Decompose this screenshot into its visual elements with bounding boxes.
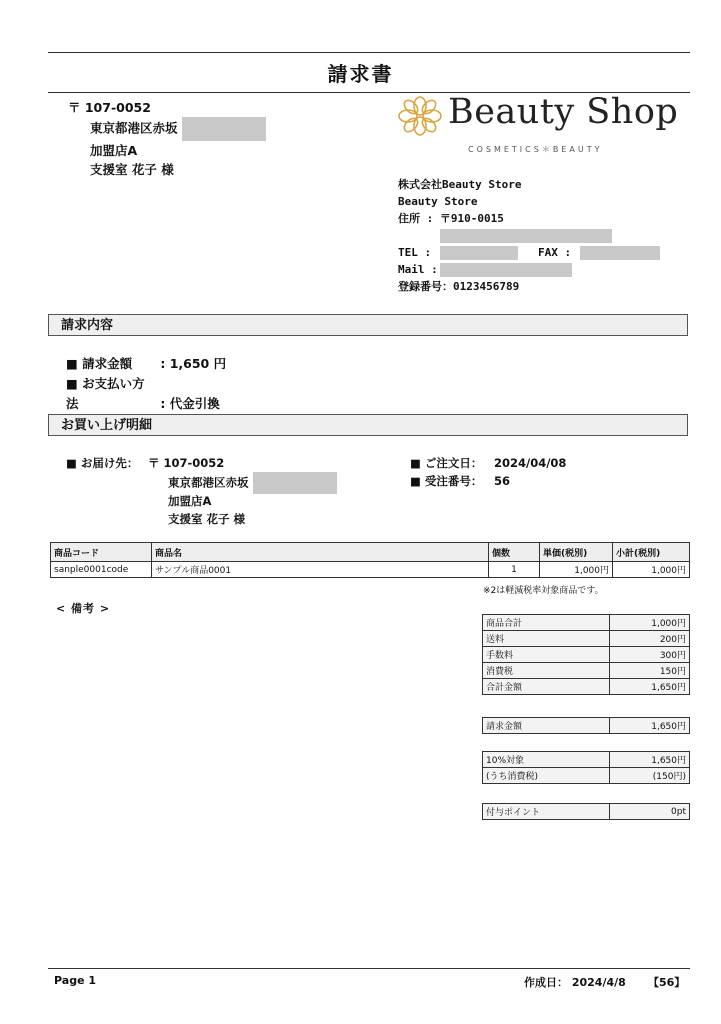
tel-label: TEL : <box>398 246 432 259</box>
col-header-unit-price: 単価(税別) <box>540 543 613 562</box>
company-name: 株式会社Beauty Store <box>398 178 522 191</box>
remarks-label: < 備考 > <box>56 602 111 615</box>
summary-key: 商品合計 <box>483 615 610 631</box>
cell-qty: 1 <box>489 562 540 578</box>
summary-billing-table <box>482 717 690 734</box>
shipping-line1-text: 東京都港区赤坂 <box>168 475 249 490</box>
billing-amount-row <box>66 354 226 374</box>
top-rule <box>48 52 690 53</box>
table-row <box>483 679 690 695</box>
table-row <box>483 718 690 734</box>
fax-label: FAX : <box>538 246 572 259</box>
company-tel-fax <box>398 244 572 261</box>
redacted-block <box>440 229 612 243</box>
items-table <box>50 542 690 578</box>
cell-name: サンプル商品0001 <box>152 562 489 578</box>
redacted-block <box>580 246 660 260</box>
table-row <box>483 804 690 820</box>
summary-key: 請求金額 <box>483 718 610 734</box>
shipping-line1 <box>168 472 337 494</box>
table-row <box>483 647 690 663</box>
redacted-block <box>253 472 337 494</box>
col-header-qty: 個数 <box>489 543 540 562</box>
order-date-label: ■ ご注文日： <box>410 456 483 470</box>
brand-tagline: COSMETICS＊BEAUTY <box>468 145 603 154</box>
summary-value: (150円) <box>610 768 690 784</box>
redacted-block <box>182 117 266 141</box>
table-row <box>51 562 690 578</box>
page-number: Page 1 <box>54 974 97 987</box>
recipient-line1 <box>68 117 266 141</box>
summary-totals-table <box>482 614 690 695</box>
table-row <box>483 631 690 647</box>
recipient-line3: 支援室 花子 様 <box>90 162 174 177</box>
brand-logo <box>398 94 688 158</box>
shipping-line2: 加盟店A <box>168 494 212 508</box>
payment-method-label: ■ お支払い方法 <box>66 376 145 411</box>
payment-method-value: : 代金引換 <box>160 396 220 411</box>
flower-logo-icon <box>398 96 442 136</box>
shipping-label: ■ お届け先： <box>66 456 139 470</box>
recipient-postal: 〒 107-0052 <box>68 100 151 115</box>
purchase-section-header: お買い上げ明細 <box>48 414 688 436</box>
items-header-row <box>51 543 690 562</box>
summary-value: 200円 <box>610 631 690 647</box>
col-header-code: 商品コード <box>51 543 152 562</box>
summary-points-table <box>482 803 690 820</box>
recipient-line2: 加盟店A <box>90 143 138 158</box>
order-number-row <box>410 472 566 490</box>
order-date-row <box>410 454 566 472</box>
summary-key: 付与ポイント <box>483 804 610 820</box>
payment-method-row <box>66 374 226 414</box>
company-mail <box>398 261 521 278</box>
summary-key: 消費税 <box>483 663 610 679</box>
summary-value: 0pt <box>610 804 690 820</box>
reduced-tax-note: ※2は軽減税率対象商品です。 <box>483 586 604 596</box>
summary-value: 1,650円 <box>610 679 690 695</box>
summary-key: 合計金額 <box>483 679 610 695</box>
order-info <box>410 454 566 490</box>
order-number-label: ■ 受注番号： <box>410 474 483 488</box>
company-address: 住所 : 〒910-0015 <box>398 212 504 225</box>
col-header-subtotal: 小計(税別) <box>613 543 690 562</box>
summary-key: (うち消費税) <box>483 768 610 784</box>
order-date-value: 2024/04/08 <box>494 456 567 470</box>
billing-amount-label: ■ 請求金額 <box>66 356 133 371</box>
summary-value: 300円 <box>610 647 690 663</box>
redacted-block <box>440 246 518 260</box>
recipient-line1-text: 東京都港区赤坂 <box>90 120 178 136</box>
table-row <box>483 768 690 784</box>
table-row <box>483 615 690 631</box>
table-row <box>483 752 690 768</box>
created-date: 作成日： 2024/4/8 <box>524 976 626 989</box>
company-address-line <box>398 227 521 244</box>
company-info <box>398 176 572 295</box>
company-shop: Beauty Store <box>398 195 478 208</box>
mail-label: Mail : <box>398 263 438 276</box>
summary-value: 1,000円 <box>610 615 690 631</box>
shipping-line3: 支援室 花子 様 <box>168 512 246 526</box>
order-reference: 【56】 <box>648 976 686 989</box>
cell-unit-price: 1,000円 <box>540 562 613 578</box>
footer-rule <box>48 968 690 969</box>
brand-name: Beauty Shop <box>448 92 679 132</box>
summary-key: 手数料 <box>483 647 610 663</box>
billing-section-header: 請求内容 <box>48 314 688 336</box>
cell-subtotal: 1,000円 <box>613 562 690 578</box>
redacted-block <box>440 263 572 277</box>
billing-details <box>66 354 226 414</box>
summary-value: 1,650円 <box>610 718 690 734</box>
recipient-address <box>68 98 266 179</box>
table-row <box>483 663 690 679</box>
summary-value: 1,650円 <box>610 752 690 768</box>
col-header-name: 商品名 <box>152 543 489 562</box>
page-title: 請求書 <box>327 62 394 86</box>
billing-amount-value: : 1,650 円 <box>160 356 227 371</box>
summary-key: 10%対象 <box>483 752 610 768</box>
summary-key: 送料 <box>483 631 610 647</box>
company-registration: 登録番号：0123456789 <box>398 280 520 293</box>
summary-value: 150円 <box>610 663 690 679</box>
order-number-value: 56 <box>494 474 511 488</box>
shipping-postal: 〒 107-0052 <box>148 456 225 470</box>
cell-code: sanple0001code <box>51 562 152 578</box>
summary-tax-table <box>482 751 690 784</box>
